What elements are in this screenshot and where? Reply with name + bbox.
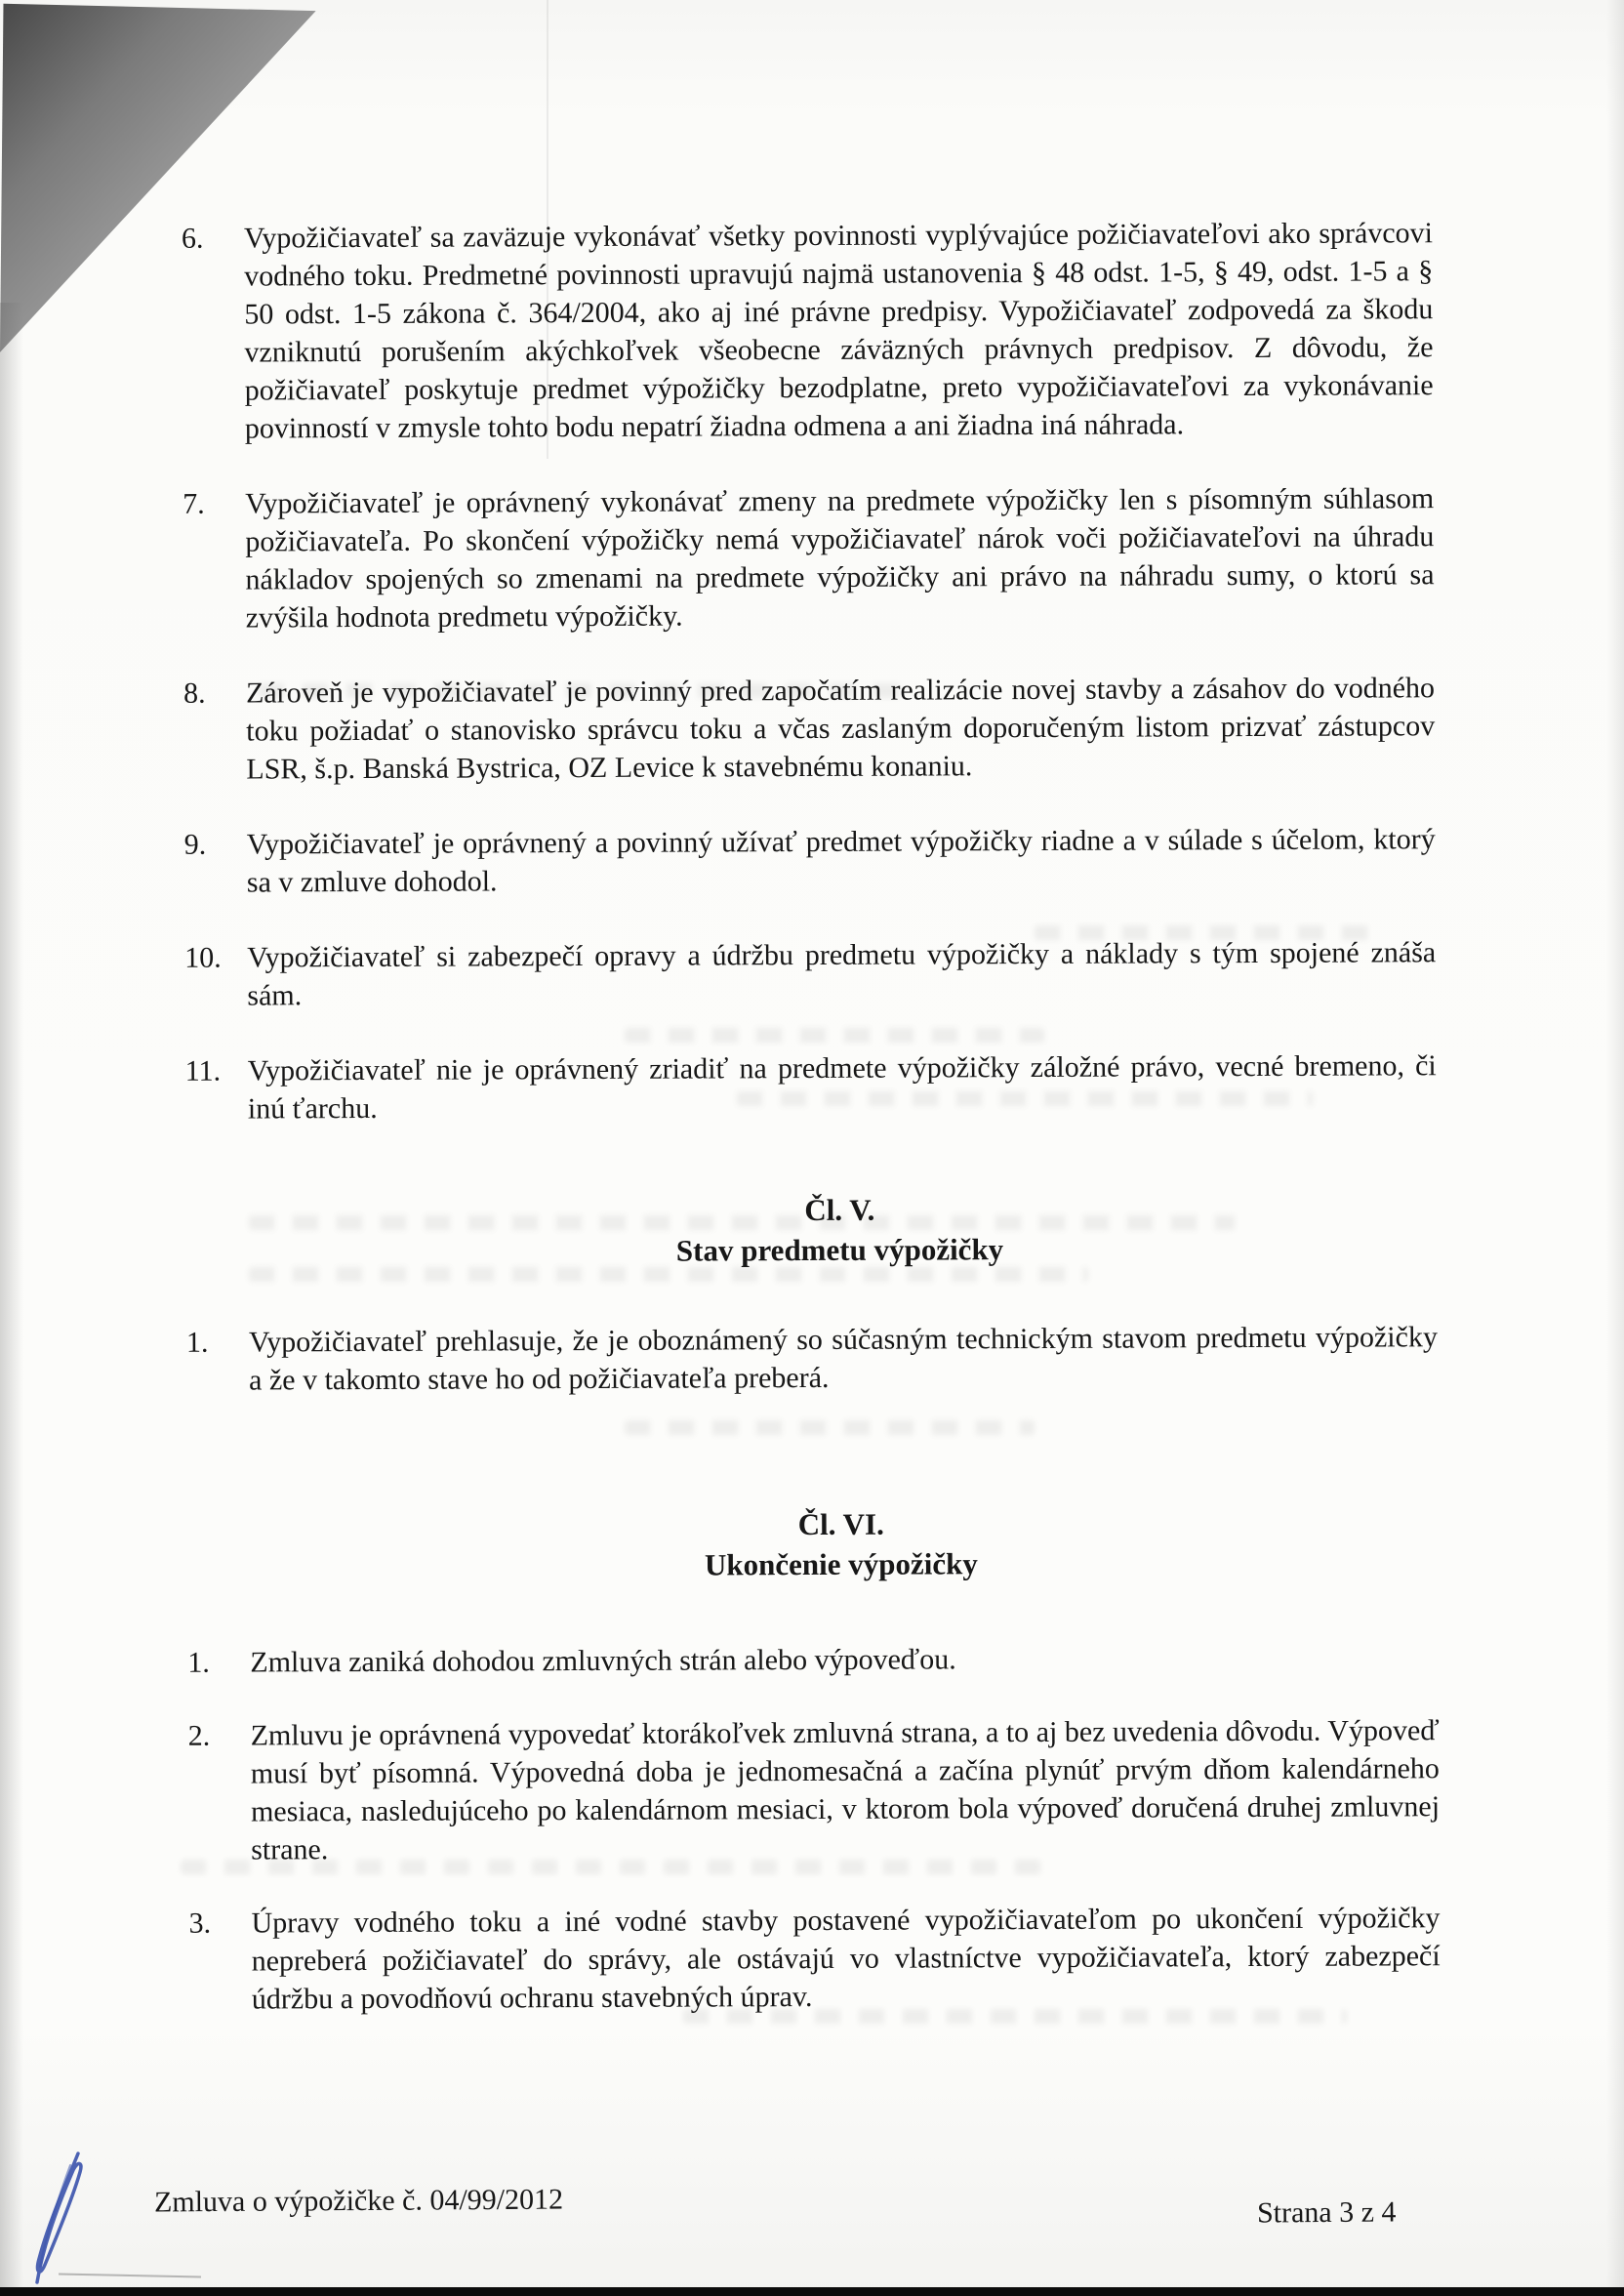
item-text: Vypožičiavateľ sa zaväzuje vykonávať všetky povinnosti vyplývajúce požičiavateľovi ako správcovi vodného toku. Predmetné povinnosti upravujú najmä ustanovenia § 48 odst. 1-5, § 49, odst. 1-5 a § 50 odst. 1-5 zákona č. 364/2004, ako aj iné právne predpisy. Vypožičiavateľ zodpovedá za škodu vzniknutú porušením akýchkoľvek všeobecne záväzných právnych predpisov. Z dôvodu, že požičiavateľ poskytuje predmet výpožičky bezodplatne, preto vypožičiavateľovi za vykonávanie povinností v zmysle tohto bodu nepatrí žiadna odmena a ani žiadna iná náhrada.: [243, 217, 1434, 445]
section-vi-item-3: [188, 1899, 1440, 2019]
item-number: 7.: [183, 487, 205, 520]
list-item-11: [185, 1046, 1437, 1128]
section-vi-title: Čl. VI.: [797, 1506, 884, 1542]
item-text: Zmluva zaniká dohodou zmluvných strán alebo výpoveďou.: [250, 1643, 956, 1679]
item-number: 2.: [187, 1719, 211, 1752]
left-edge-shadow: [0, 303, 23, 2287]
list-item-8: [183, 669, 1435, 789]
section-v-title: Čl. V.: [804, 1192, 875, 1228]
item-number: 3.: [188, 1906, 212, 1940]
section-vi-item-1: [187, 1638, 1439, 1682]
list-item-6: [182, 214, 1434, 448]
list-item-10: [184, 933, 1436, 1015]
document-body: [182, 214, 1441, 2054]
list-item-9: [184, 820, 1436, 902]
handwritten-initials-signature: [14, 2146, 107, 2294]
footer-page-number: Strana 3 z 4: [1256, 2195, 1397, 2230]
right-edge-shadow: [1606, 0, 1624, 2287]
item-text: Vypožičiavateľ prehlasuje, že je oboznámený so súčasným technickým stavom predmetu výpožičky a že v takomto stave ho od požičiavateľa preberá.: [248, 1321, 1438, 1397]
section-v-item-1: [186, 1318, 1438, 1400]
item-number: 11.: [184, 1054, 222, 1087]
item-number: 10.: [184, 941, 222, 974]
item-number: 1.: [185, 1326, 209, 1359]
section-v-subtitle: Stav predmetu výpožičky: [675, 1232, 1004, 1268]
section-v-heading: [185, 1187, 1437, 1273]
section-vi-subtitle: Ukončenie výpožičky: [704, 1546, 978, 1582]
item-text: Zároveň je vypožičiavateľ je povinný pred započatím realizácie novej stavby a zásahov do vodného toku požiadať o stanovisko správcu toku a včas zaslaným doporučeným listom prizvať zástupcov LSR, š.p. Banská Bystrica, OZ Levice k stavebnému konaniu.: [245, 672, 1436, 786]
section-vi-item-2: [188, 1711, 1441, 1869]
section-vi-heading: [187, 1501, 1439, 1587]
footer-contract-number: Zmluva o výpožičke č. 04/99/2012: [153, 2183, 564, 2219]
item-text: Úpravy vodného toku a iné vodné stavby postavené vypožičiavateľom po ukončení výpožičky nepreberá požičiavateľ do správy, ale ostávajú vo vlastníctve vypožičiavateľa, ktorý zabezpečí údržbu a povodňovú ochranu stavebných úprav.: [251, 1902, 1441, 2016]
item-text: Vypožičiavateľ si zabezpečí opravy a údržbu predmetu výpožičky a náklady s tým spojené znáša sám.: [247, 936, 1437, 1012]
item-number: 8.: [183, 676, 206, 710]
item-number: 6.: [181, 222, 204, 255]
item-number: 9.: [183, 828, 207, 861]
scan-bottom-edge: [0, 2287, 1624, 2296]
item-text: Vypožičiavateľ je oprávnený a povinný užívať predmet výpožičky riadne a v súlade s účelom, ktorý sa v zmluve dohodol.: [246, 823, 1436, 899]
item-text: Zmluvu je oprávnená vypovedať ktorákoľvek zmluvná strana, a to aj bez uvedenia dôvodu. Výpoveď musí byť písomná. Výpovedná doba je jednomesačná a začína plynúť prvým dňom kalendárneho mesiaca, nasledujúceho po kalendárnom mesiaci, v ktorom bola výpoveď doručená druhej zmluvnej strane.: [250, 1714, 1441, 1866]
list-item-7: [183, 479, 1435, 637]
item-text: Vypožičiavateľ nie je oprávnený zriadiť na predmete výpožičky záložné právo, vecné bremeno, či inú ťarchu.: [247, 1049, 1437, 1126]
item-number: 1.: [187, 1646, 210, 1679]
item-text: Vypožičiavateľ je oprávnený vykonávať zmeny na predmete výpožičky len s písomným súhlasom požičiavateľa. Po skončení výpožičky nemá vypožičiavateľ nárok voči požičiavateľovi na úhradu nákladov spojených so zmenami na predmete výpožičky ani právo na náhradu sumy, o ktorú sa zvýšila hodnota predmetu výpožičky.: [245, 482, 1435, 635]
